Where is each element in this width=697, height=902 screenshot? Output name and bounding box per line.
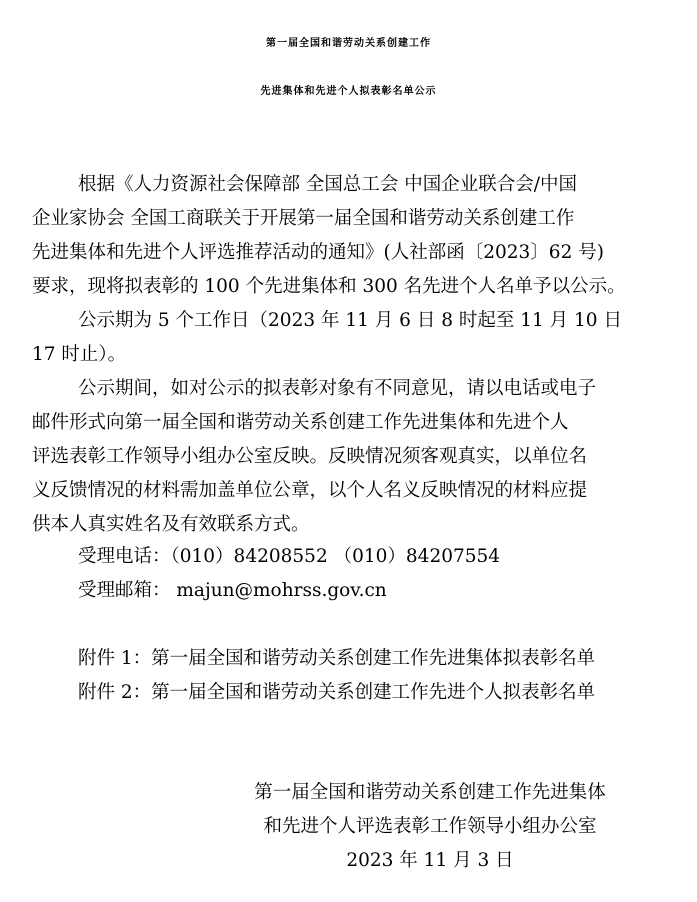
attachment-2: 附件 2：第一届全国和谐劳动关系创建工作先进个人拟表彰名单 — [78, 682, 596, 703]
paragraph-3-line-5: 供本人真实姓名及有效联系方式。 — [32, 514, 310, 535]
signature-line-1: 第一届全国和谐劳动关系创建工作先进集体 — [254, 782, 606, 803]
paragraph-3-line-2: 邮件形式向第一届全国和谐劳动关系创建工作先进集体和先进个人 — [32, 412, 569, 433]
paragraph-1-line-3: 先进集体和先进个人评选推荐活动的通知》(人社部函〔2023〕62 号) — [32, 242, 604, 263]
contact-phone: 受理电话：（010）84208552 （010）84207554 — [78, 546, 501, 567]
paragraph-3-line-1: 公示期间，如对公示的拟表彰对象有不同意见，请以电话或电子 — [78, 378, 597, 399]
contact-email: 受理邮箱： majun@mohrss.gov.cn — [78, 580, 387, 601]
paragraph-3-line-3: 评选表彰工作领导小组办公室反映。反映情况须客观真实，以单位名 — [32, 446, 588, 467]
attachment-1: 附件 1：第一届全国和谐劳动关系创建工作先进集体拟表彰名单 — [78, 648, 596, 669]
signature-date: 2023 年 11 月 3 日 — [346, 850, 514, 871]
paragraph-1-line-2: 企业家协会 全国工商联关于开展第一届全国和谐劳动关系创建工作 — [32, 208, 575, 229]
title-line-1: 第一届全国和谐劳动关系创建工作 — [266, 38, 431, 49]
title-line-2: 先进集体和先进个人拟表彰名单公示 — [260, 86, 437, 97]
paragraph-1-line-4: 要求，现将拟表彰的 100 个先进集体和 300 名先进个人名单予以公示。 — [32, 276, 626, 297]
paragraph-3-line-4: 义反馈情况的材料需加盖单位公章，以个人名义反映情况的材料应提 — [32, 480, 588, 501]
signature-line-2: 和先进个人评选表彰工作领导小组办公室 — [263, 816, 597, 837]
paragraph-2-line-1: 公示期为 5 个工作日（2023 年 11 月 6 日 8 时起至 11 月 10 日 — [78, 310, 622, 331]
paragraph-2-line-2: 17 时止）。 — [32, 344, 127, 365]
paragraph-1-line-1: 根据《人力资源社会保障部 全国总工会 中国企业联合会/中国 — [78, 174, 577, 195]
